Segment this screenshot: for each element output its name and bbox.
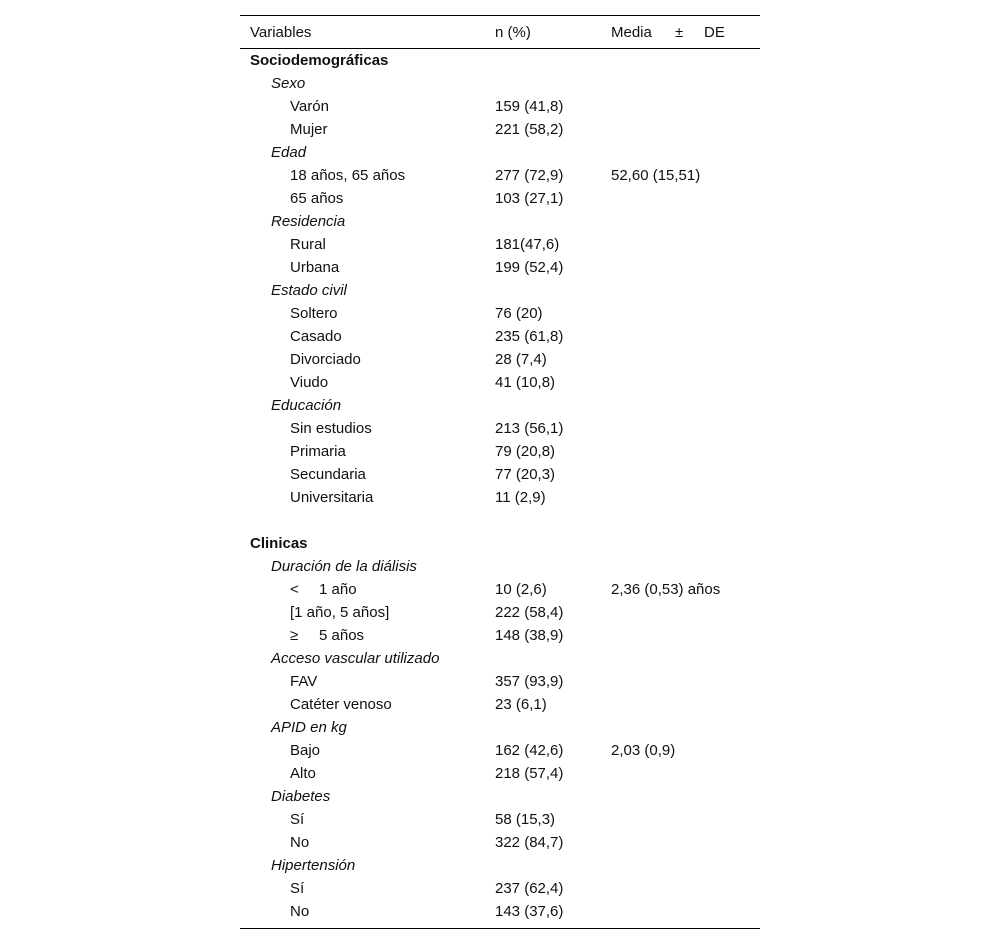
table-row (240, 118, 760, 141)
row-label: Alto (290, 765, 316, 782)
header-plus-minus: ± (675, 24, 684, 41)
row-mean: 2,03 (0,9) (611, 742, 676, 759)
row-label: Urbana (290, 259, 340, 276)
row-n: 77 (20,3) (495, 466, 556, 483)
group-label: Residencia (271, 213, 346, 230)
row-n: 41 (10,8) (495, 374, 556, 391)
spacer (240, 509, 760, 532)
row-label: Sin estudios (290, 420, 372, 437)
table-row (240, 877, 760, 900)
table-row (240, 164, 760, 187)
row-label: [1 año, 5 años] (290, 604, 390, 621)
group-label: Edad (271, 144, 307, 161)
group-heading (240, 647, 760, 670)
row-n: 159 (41,8) (495, 98, 564, 115)
table-row (240, 325, 760, 348)
table-row (240, 95, 760, 118)
row-n: 58 (15,3) (495, 811, 556, 828)
row-label: Varón (290, 98, 329, 115)
row-label: 65 años (290, 190, 344, 207)
row-label: Casado (290, 328, 342, 345)
row-n: 235 (61,8) (495, 328, 564, 345)
row-n: 237 (62,4) (495, 880, 564, 897)
row-label: 1 año (319, 581, 357, 598)
row-label: Viudo (290, 374, 329, 391)
row-label: Universitaria (290, 489, 374, 506)
table-row (240, 808, 760, 831)
group-heading (240, 785, 760, 808)
table-row (240, 670, 760, 693)
row-label: Soltero (290, 305, 338, 322)
table-row (240, 371, 760, 394)
table-row (240, 762, 760, 785)
row-n: 148 (38,9) (495, 627, 564, 644)
group-label: Duración de la diálisis (271, 558, 417, 575)
table-row (240, 578, 760, 601)
group-heading (240, 716, 760, 739)
row-label: Sí (290, 811, 305, 828)
row-label: Sí (290, 880, 305, 897)
row-mean: 2,36 (0,53) años (611, 581, 721, 598)
section-heading (240, 532, 760, 555)
group-label: Acceso vascular utilizado (271, 650, 440, 667)
row-n: 357 (93,9) (495, 673, 564, 690)
row-n: 199 (52,4) (495, 259, 564, 276)
row-n: 277 (72,9) (495, 167, 564, 184)
row-label: 5 años (319, 627, 365, 644)
row-n: 218 (57,4) (495, 765, 564, 782)
row-mean: 52,60 (15,51) (611, 167, 701, 184)
table-row (240, 256, 760, 279)
row-n: 322 (84,7) (495, 834, 564, 851)
header-de: DE (704, 24, 725, 41)
row-n: 28 (7,4) (495, 351, 547, 368)
row-n: 143 (37,6) (495, 903, 564, 920)
row-label: No (290, 834, 310, 851)
row-n: 213 (56,1) (495, 420, 564, 437)
group-heading (240, 555, 760, 578)
group-label: Estado civil (271, 282, 347, 299)
header-n-pct: n (%) (495, 24, 531, 41)
row-label: Secundaria (290, 466, 366, 483)
group-heading (240, 141, 760, 164)
group-label: Sexo (271, 75, 306, 92)
section-title: Sociodemográficas (250, 52, 389, 69)
table-row (240, 440, 760, 463)
row-label: FAV (290, 673, 318, 690)
row-n: 103 (27,1) (495, 190, 564, 207)
row-label: Divorciado (290, 351, 361, 368)
row-n: 162 (42,6) (495, 742, 564, 759)
less-than-symbol: < (290, 581, 299, 598)
row-n: 79 (20,8) (495, 443, 556, 460)
row-n: 76 (20) (495, 305, 543, 322)
row-label: Primaria (290, 443, 346, 460)
row-label: Rural (290, 236, 326, 253)
table-row (240, 233, 760, 256)
header-media: Media (611, 24, 652, 41)
table-row (240, 601, 760, 624)
table-row (240, 900, 760, 923)
table-row (240, 831, 760, 854)
row-n: 181(47,6) (495, 236, 560, 253)
table-row (240, 348, 760, 371)
row-n: 222 (58,4) (495, 604, 564, 621)
section-heading (240, 49, 760, 72)
row-n: 11 (2,9) (495, 489, 546, 506)
row-label: Mujer (290, 121, 328, 138)
table-row (240, 302, 760, 325)
row-label-wrap (290, 578, 357, 601)
group-heading (240, 279, 760, 302)
table-header (240, 16, 760, 49)
table-row (240, 486, 760, 509)
row-n: 10 (2,6) (495, 581, 547, 598)
group-heading (240, 394, 760, 417)
greater-equal-symbol: ≥ (290, 627, 299, 644)
row-label: Bajo (290, 742, 321, 759)
section-title: Clinicas (250, 535, 308, 552)
row-label-wrap (290, 624, 364, 647)
group-label: APID en kg (271, 719, 347, 736)
row-n: 221 (58,2) (495, 121, 564, 138)
group-label: Educación (271, 397, 342, 414)
table-row (240, 187, 760, 210)
table-row (240, 739, 760, 762)
bottom-padding (240, 923, 760, 928)
group-heading (240, 210, 760, 233)
group-heading (240, 72, 760, 95)
table-row (240, 417, 760, 440)
row-n: 23 (6,1) (495, 696, 547, 713)
data-table (240, 15, 760, 929)
row-label: No (290, 903, 310, 920)
group-label: Diabetes (271, 788, 331, 805)
table-row (240, 624, 760, 647)
table-row (240, 693, 760, 716)
table-row (240, 463, 760, 486)
header-variables: Variables (250, 24, 312, 41)
row-label: Catéter venoso (290, 696, 392, 713)
row-label: 18 años, 65 años (290, 167, 406, 184)
group-heading (240, 854, 760, 877)
group-label: Hipertensión (271, 857, 356, 874)
